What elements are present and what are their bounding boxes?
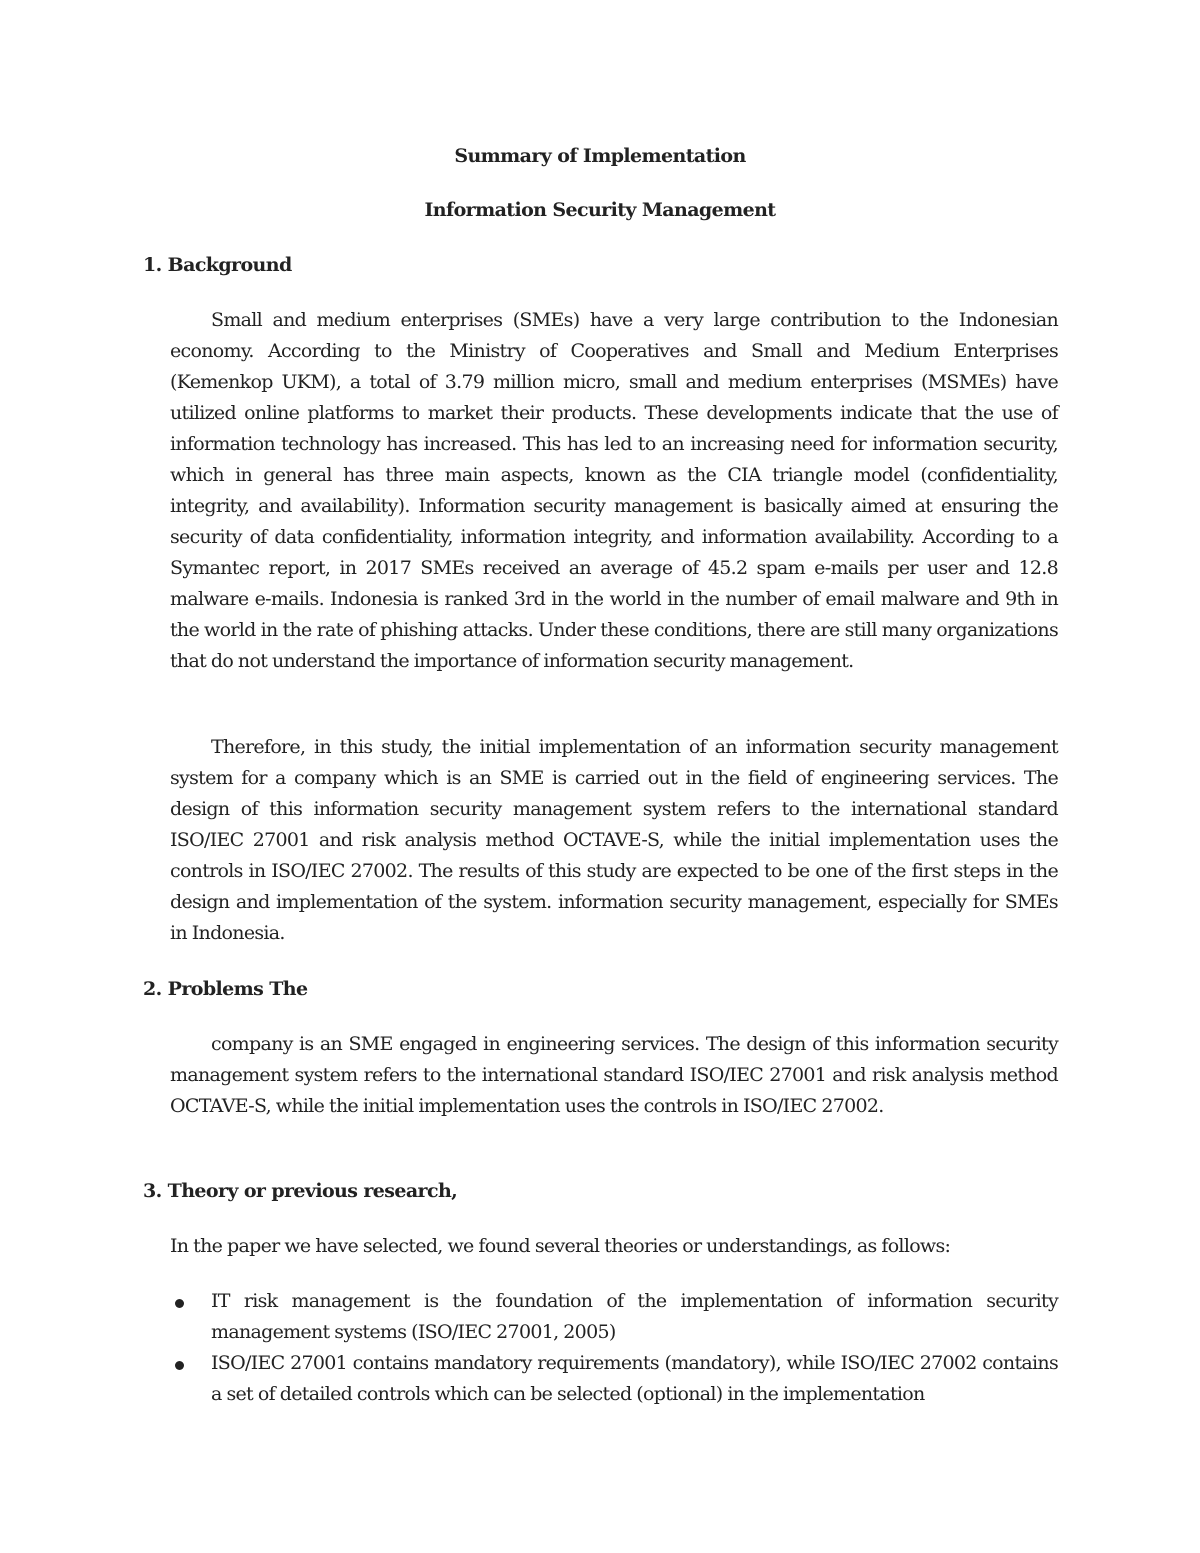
section-heading-background: 1. Background [143,254,292,276]
bullet-text: IT risk management is the foundation of the implementation of information security management systems (ISO/IEC 27001, 2005) [211,1290,1058,1343]
document-subtitle: Information Security Management [424,199,776,221]
bullet-icon [175,1361,184,1370]
list-item [170,1348,1058,1410]
paragraph-theory-intro: In the paper we have selected, we found several theories or understandings, as follows: [170,1235,951,1257]
paragraph-background-1: Small and medium enterprises (SMEs) have a very large contribution to the Indonesian economy. According to the Ministry of Cooperatives and Small and Medium Enterprises (Kemenkop UKM), a total of 3.79 million micro, small and medium enterprises (MSMEs) have utilized online platforms to market their products. These developments indicate that the use of information technology has increased. This has led to an increasing need for information security, which in general has three main aspects, known as the CIA triangle model (confidentiality, integrity, and availability). Information security management is basically aimed at ensuring the security of data confidentiality, information integrity, and information availability. According to a Symantec report, in 2017 SMEs received an average of 45.2 spam e-mails per user and 12.8 malware e-mails. Indonesia is ranked 3rd in the world in the number of email malware and 9th in the world in the rate of phishing attacks. Under these conditions, there are still many organizations that do not understand the importance of information security management. [170,309,1058,672]
list-item [170,1286,1058,1348]
section-heading-problems: 2. Problems The [143,978,308,1000]
bullet-text: ISO/IEC 27001 contains mandatory requirements (mandatory), while ISO/IEC 27002 contains a set of detailed controls which can be selected (optional) in the implementation [211,1352,1058,1405]
bullet-icon [175,1299,184,1308]
paragraph-background-2: Therefore, in this study, the initial implementation of an information security management system for a company which is an SME is carried out in the field of engineering services. The design of this information security management system refers to the international standard ISO/IEC 27001 and risk analysis method OCTAVE-S, while the initial implementation uses the controls in ISO/IEC 27002. The results of this study are expected to be one of the first steps in the design and implementation of the system. information security management, especially for SMEs in Indonesia. [170,736,1058,944]
paragraph-problems: company is an SME engaged in engineering services. The design of this information security management system refers to the international standard ISO/IEC 27001 and risk analysis method OCTAVE-S, while the initial implementation uses the controls in ISO/IEC 27002. [170,1033,1058,1117]
section-heading-theory: 3. Theory or previous research, [143,1180,458,1202]
document-title: Summary of Implementation [454,145,746,167]
theory-bullet-list [170,1286,1058,1410]
